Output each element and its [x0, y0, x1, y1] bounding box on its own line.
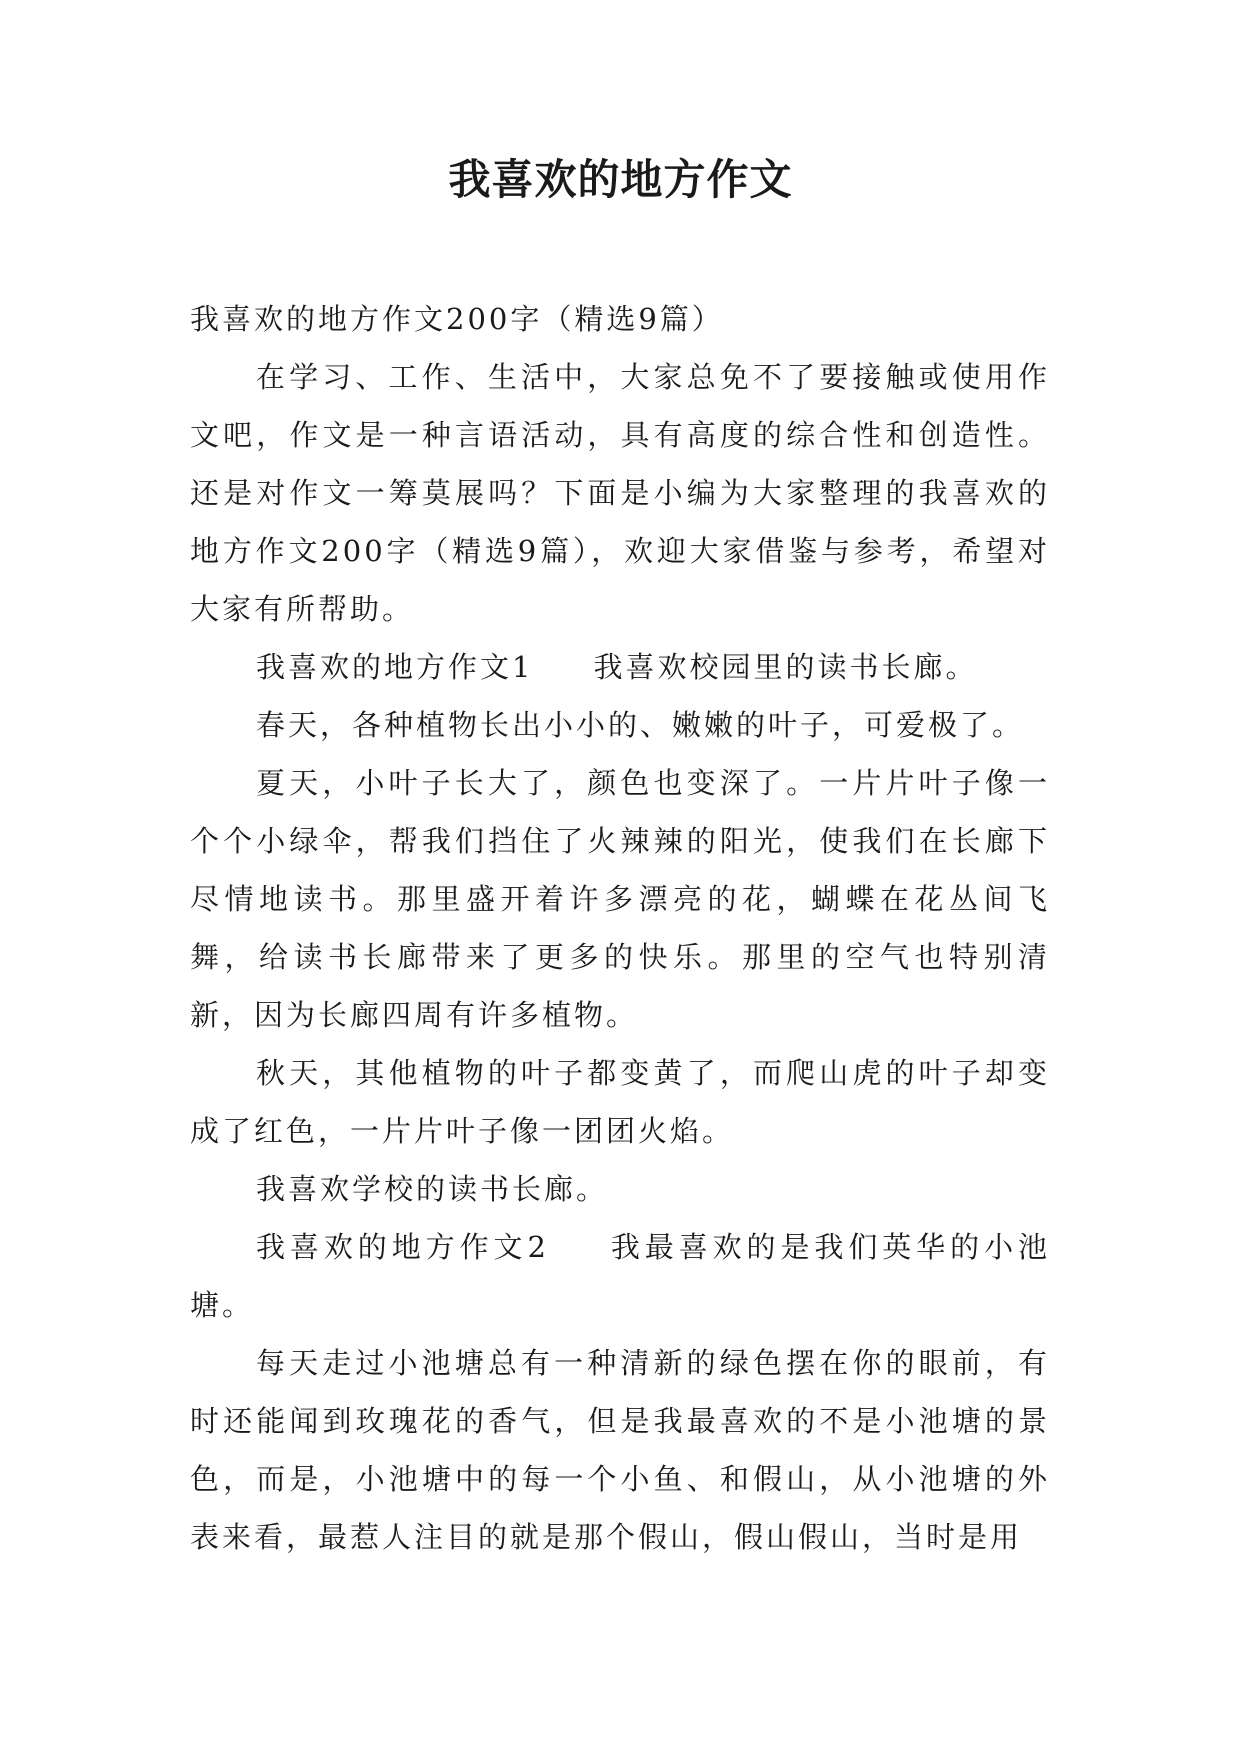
intro-paragraph: 在学习、工作、生活中，大家总免不了要接触或使用作文吧，作文是一种言语活动，具有高度的综合性和创造性。还是对作文一筹莫展吗？下面是小编为大家整理的我喜欢的地方作文200字（精选9篇），欢迎大家借鉴与参考，希望对大家有所帮助。 [190, 360, 1050, 626]
essay-1-lead: 我喜欢校园里的读书长廊。 [593, 650, 978, 684]
document-title: 我喜欢的地方作文 [448, 155, 793, 204]
essay-2-heading-line [190, 1218, 1050, 1334]
document-subtitle: 我喜欢的地方作文200字（精选9篇） [190, 302, 724, 336]
essay-1-paragraph: 我喜欢学校的读书长廊。 [256, 1172, 609, 1206]
essay-2-heading: 我喜欢的地方作文2 [256, 1230, 549, 1264]
essay-1-paragraph: 春天，各种植物长出小小的、嫩嫩的叶子，可爱极了。 [256, 708, 1025, 742]
essay-2-paragraph: 每天走过小池塘总有一种清新的绿色摆在你的眼前，有时还能闻到玫瑰花的香气，但是我最喜欢的不是小池塘的景色，而是，小池塘中的每一个小鱼、和假山，从小池塘的外表来看，最惹人注目的就是那个假山，假山假山，当时是用 [190, 1346, 1050, 1554]
essay-1-heading: 我喜欢的地方作文1 [256, 650, 534, 684]
essay-2-lead: 我最喜欢的是我们英华的小池塘。 [190, 1230, 1050, 1322]
essay-1-heading-line [190, 638, 1050, 696]
essay-1-paragraph: 秋天，其他植物的叶子都变黄了，而爬山虎的叶子却变成了红色，一片片叶子像一团团火焰。 [190, 1056, 1050, 1148]
document-body [190, 290, 1050, 1566]
essay-1-paragraph: 夏天，小叶子长大了，颜色也变深了。一片片叶子像一个个小绿伞，帮我们挡住了火辣辣的阳光，使我们在长廊下尽情地读书。那里盛开着许多漂亮的花，蝴蝶在花丛间飞舞，给读书长廊带来了更多的快乐。那里的空气也特别清新，因为长廊四周有许多植物。 [190, 766, 1050, 1032]
